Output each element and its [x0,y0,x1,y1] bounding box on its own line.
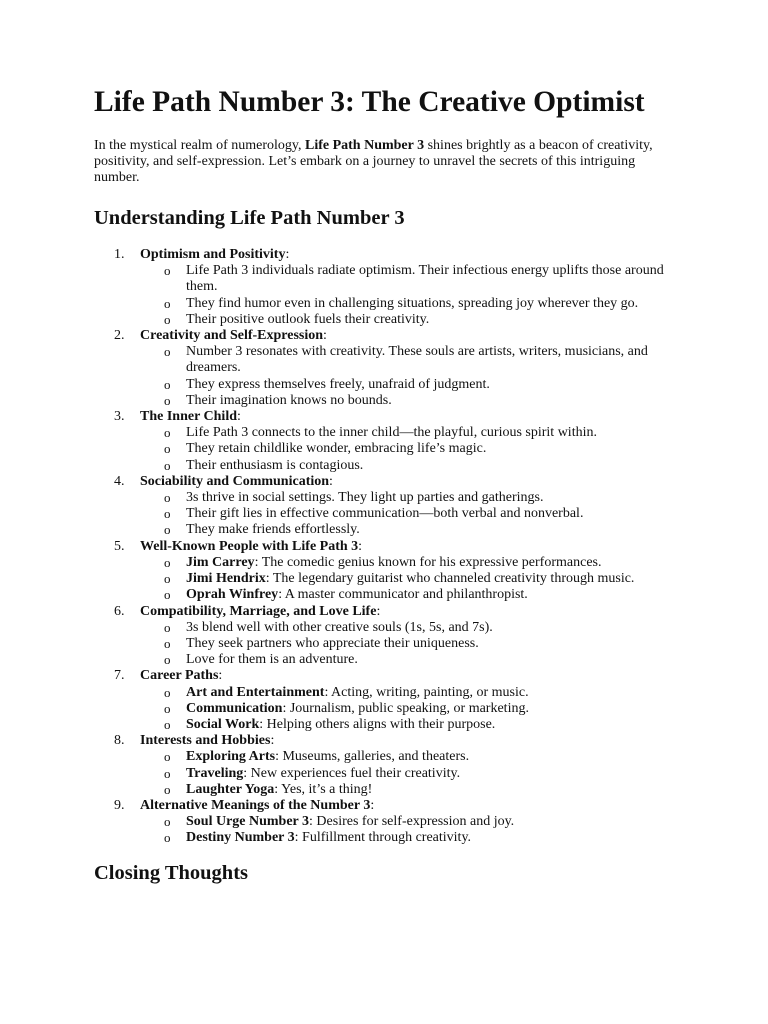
sub-item-text: : Desires for self-expression and joy. [309,814,515,830]
hollow-bullet-icon: o [164,522,171,538]
hollow-bullet-icon: o [164,765,171,781]
intro-bold-term: Life Path Number 3 [304,138,425,154]
list-item [94,604,678,669]
list-item-number: 3. [114,409,125,425]
list-item-number: 6. [114,603,125,619]
list-item-title: Compatibility, Marriage, and Love Life [140,603,377,619]
hollow-bullet-icon: o [164,554,171,570]
sub-list-item [140,555,678,571]
hollow-bullet-icon: o [164,652,171,668]
sub-list-item [140,425,678,441]
page-title: Life Path Number 3: The Creative Optimist [94,86,645,118]
sub-item-text: Number 3 resonates with creativity. These souls are artists, writers, musicians, and dreamers. [186,344,648,376]
sub-item-text: : Fulfillment through creativity. [294,830,472,846]
list-item-number: 5. [114,538,125,554]
section-heading: Understanding Life Path Number 3 [94,207,405,230]
sub-item-bold-term: Jimi Hendrix [186,571,266,587]
list-item-number: 8. [114,733,125,749]
intro-text-end: shines brightly as a beacon of creativity, positivity, and self-expression. Let’s embark on a journey to unravel the secrets of this intriguing number. [94,138,653,186]
sub-item-text: : Journalism, public speaking, or marketing. [282,700,529,716]
sub-item-text: They seek partners who appreciate their uniqueness. [186,635,479,651]
sub-item-text: : A master communicator and philanthropist. [278,587,528,603]
list-item [94,668,678,733]
hollow-bullet-icon: o [164,490,171,506]
list-item [94,733,678,798]
list-item-colon: : [376,603,381,619]
sub-item-text: They express themselves freely, unafraid of judgment. [186,376,490,392]
sub-item-text: : Helping others aligns with their purpose. [259,716,496,732]
sub-list-item [140,393,678,409]
hollow-bullet-icon: o [164,311,171,327]
hollow-bullet-icon: o [164,263,171,279]
sub-list-item [140,830,678,846]
sub-list-item [140,458,678,474]
sub-list-item [140,506,678,522]
sub-item-bold-term: Destiny Number 3 [186,830,295,846]
sub-list-item [140,749,678,765]
hollow-bullet-icon: o [164,587,171,603]
sub-list-item [140,636,678,652]
hollow-bullet-icon: o [164,392,171,408]
sub-list-item [140,296,678,312]
hollow-bullet-icon: o [164,457,171,473]
hollow-bullet-icon: o [164,749,171,765]
sub-item-text: Life Path 3 individuals radiate optimism. Their infectious energy uplifts those around them. [186,263,664,295]
sub-item-text: Their imagination knows no bounds. [186,392,392,408]
sub-list-item [140,814,678,830]
hollow-bullet-icon: o [164,441,171,457]
list-item-colon: : [270,733,275,749]
sub-item-text: Love for them is an adventure. [186,652,358,668]
sub-list-item [140,587,678,603]
list-item-title: Optimism and Positivity [140,247,286,263]
list-item-colon: : [237,409,241,425]
sub-list-item [140,377,678,393]
hollow-bullet-icon: o [164,344,171,360]
list-item-colon: : [370,797,375,813]
list-item-colon: : [218,668,223,684]
sub-list [140,620,678,669]
list-item-title: Career Paths [140,668,219,684]
list-item-colon: : [358,538,363,554]
sub-list [140,490,678,539]
hollow-bullet-icon: o [164,619,171,635]
sub-item-bold-term: Laughter Yoga [186,781,275,797]
sub-item-bold-term: Soul Urge Number 3 [186,814,310,830]
sub-item-text: : Acting, writing, painting, or music. [324,684,529,700]
sub-list-item [140,652,678,668]
sub-item-text: They find humor even in challenging situations, spreading joy wherever they go. [186,295,639,311]
list-item-title: The Inner Child [140,409,237,425]
list-item-number: 4. [114,473,125,489]
list-item [94,409,678,474]
list-item-number: 2. [114,328,125,344]
sub-list [140,555,678,604]
sub-item-bold-term: Oprah Winfrey [186,587,279,603]
sub-list-item [140,685,678,701]
sub-item-bold-term: Art and Entertainment [186,684,325,700]
list-item-number: 1. [114,247,125,263]
sub-list [140,425,678,474]
sub-item-text: : Museums, galleries, and theaters. [275,749,470,765]
sub-item-text: 3s thrive in social settings. They light up parties and gatherings. [186,490,544,506]
sub-item-bold-term: Traveling [186,765,244,781]
hollow-bullet-icon: o [164,684,171,700]
sub-list-item [140,717,678,733]
sub-list [140,814,678,846]
hollow-bullet-icon: o [164,376,171,392]
sub-list-item [140,344,678,376]
list-item [94,328,678,409]
sub-list-item [140,441,678,457]
sub-list-item [140,701,678,717]
hollow-bullet-icon: o [164,506,171,522]
hollow-bullet-icon: o [164,716,171,732]
sub-item-text: : New experiences fuel their creativity. [243,765,461,781]
list-item [94,539,678,604]
list-item-title: Well-Known People with Life Path 3 [140,538,359,554]
sub-list [140,749,678,798]
sub-list [140,685,678,734]
sub-list-item [140,312,678,328]
list-item-title: Creativity and Self-Expression [140,328,324,344]
sub-item-text: : The legendary guitarist who channeled creativity through music. [265,571,635,587]
sub-list [140,344,678,409]
list-item [94,247,678,328]
hollow-bullet-icon: o [164,571,171,587]
list-item-title: Alternative Meanings of the Number 3 [140,797,371,813]
intro-paragraph [94,138,678,186]
sub-item-text: Life Path 3 connects to the inner child—the playful, curious spirit within. [186,425,597,441]
hollow-bullet-icon: o [164,781,171,797]
sub-list-item [140,571,678,587]
sub-item-bold-term: Communication [186,700,283,716]
sub-item-text: : Yes, it’s a thing! [274,781,373,797]
hollow-bullet-icon: o [164,425,171,441]
sub-item-bold-term: Social Work [186,716,260,732]
list-item-number: 7. [114,668,125,684]
list-item-colon: : [323,328,327,344]
hollow-bullet-icon: o [164,814,171,830]
hollow-bullet-icon: o [164,295,171,311]
hollow-bullet-icon: o [164,830,171,846]
sub-list [140,263,678,328]
sub-list-item [140,766,678,782]
sub-item-text: They retain childlike wonder, embracing life’s magic. [186,441,487,457]
hollow-bullet-icon: o [164,700,171,716]
intro-text-start: In the mystical realm of numerology, [94,138,305,154]
sub-item-text: They make friends effortlessly. [186,522,360,538]
list-item-number: 9. [114,797,125,813]
list-item [94,798,678,847]
sub-item-text: 3s blend well with other creative souls (1s, 5s, and 7s). [186,619,493,635]
sub-item-bold-term: Exploring Arts [186,749,276,765]
sub-item-bold-term: Jim Carrey [186,554,255,570]
sub-list-item [140,522,678,538]
numbered-list [94,247,678,847]
sub-list-item [140,263,678,295]
list-item-colon: : [329,473,333,489]
closing-heading: Closing Thoughts [94,861,249,884]
list-item-colon: : [285,247,290,263]
sub-item-text: : The comedic genius known for his expressive performances. [254,554,602,570]
list-item-title: Sociability and Communication [140,473,330,489]
sub-list-item [140,782,678,798]
sub-item-text: Their gift lies in effective communication—both verbal and nonverbal. [186,506,584,522]
sub-list-item [140,490,678,506]
sub-list-item [140,620,678,636]
list-item [94,474,678,539]
hollow-bullet-icon: o [164,635,171,651]
sub-item-text: Their enthusiasm is contagious. [186,457,364,473]
list-item-title: Interests and Hobbies [140,733,271,749]
sub-item-text: Their positive outlook fuels their creativity. [186,311,430,327]
